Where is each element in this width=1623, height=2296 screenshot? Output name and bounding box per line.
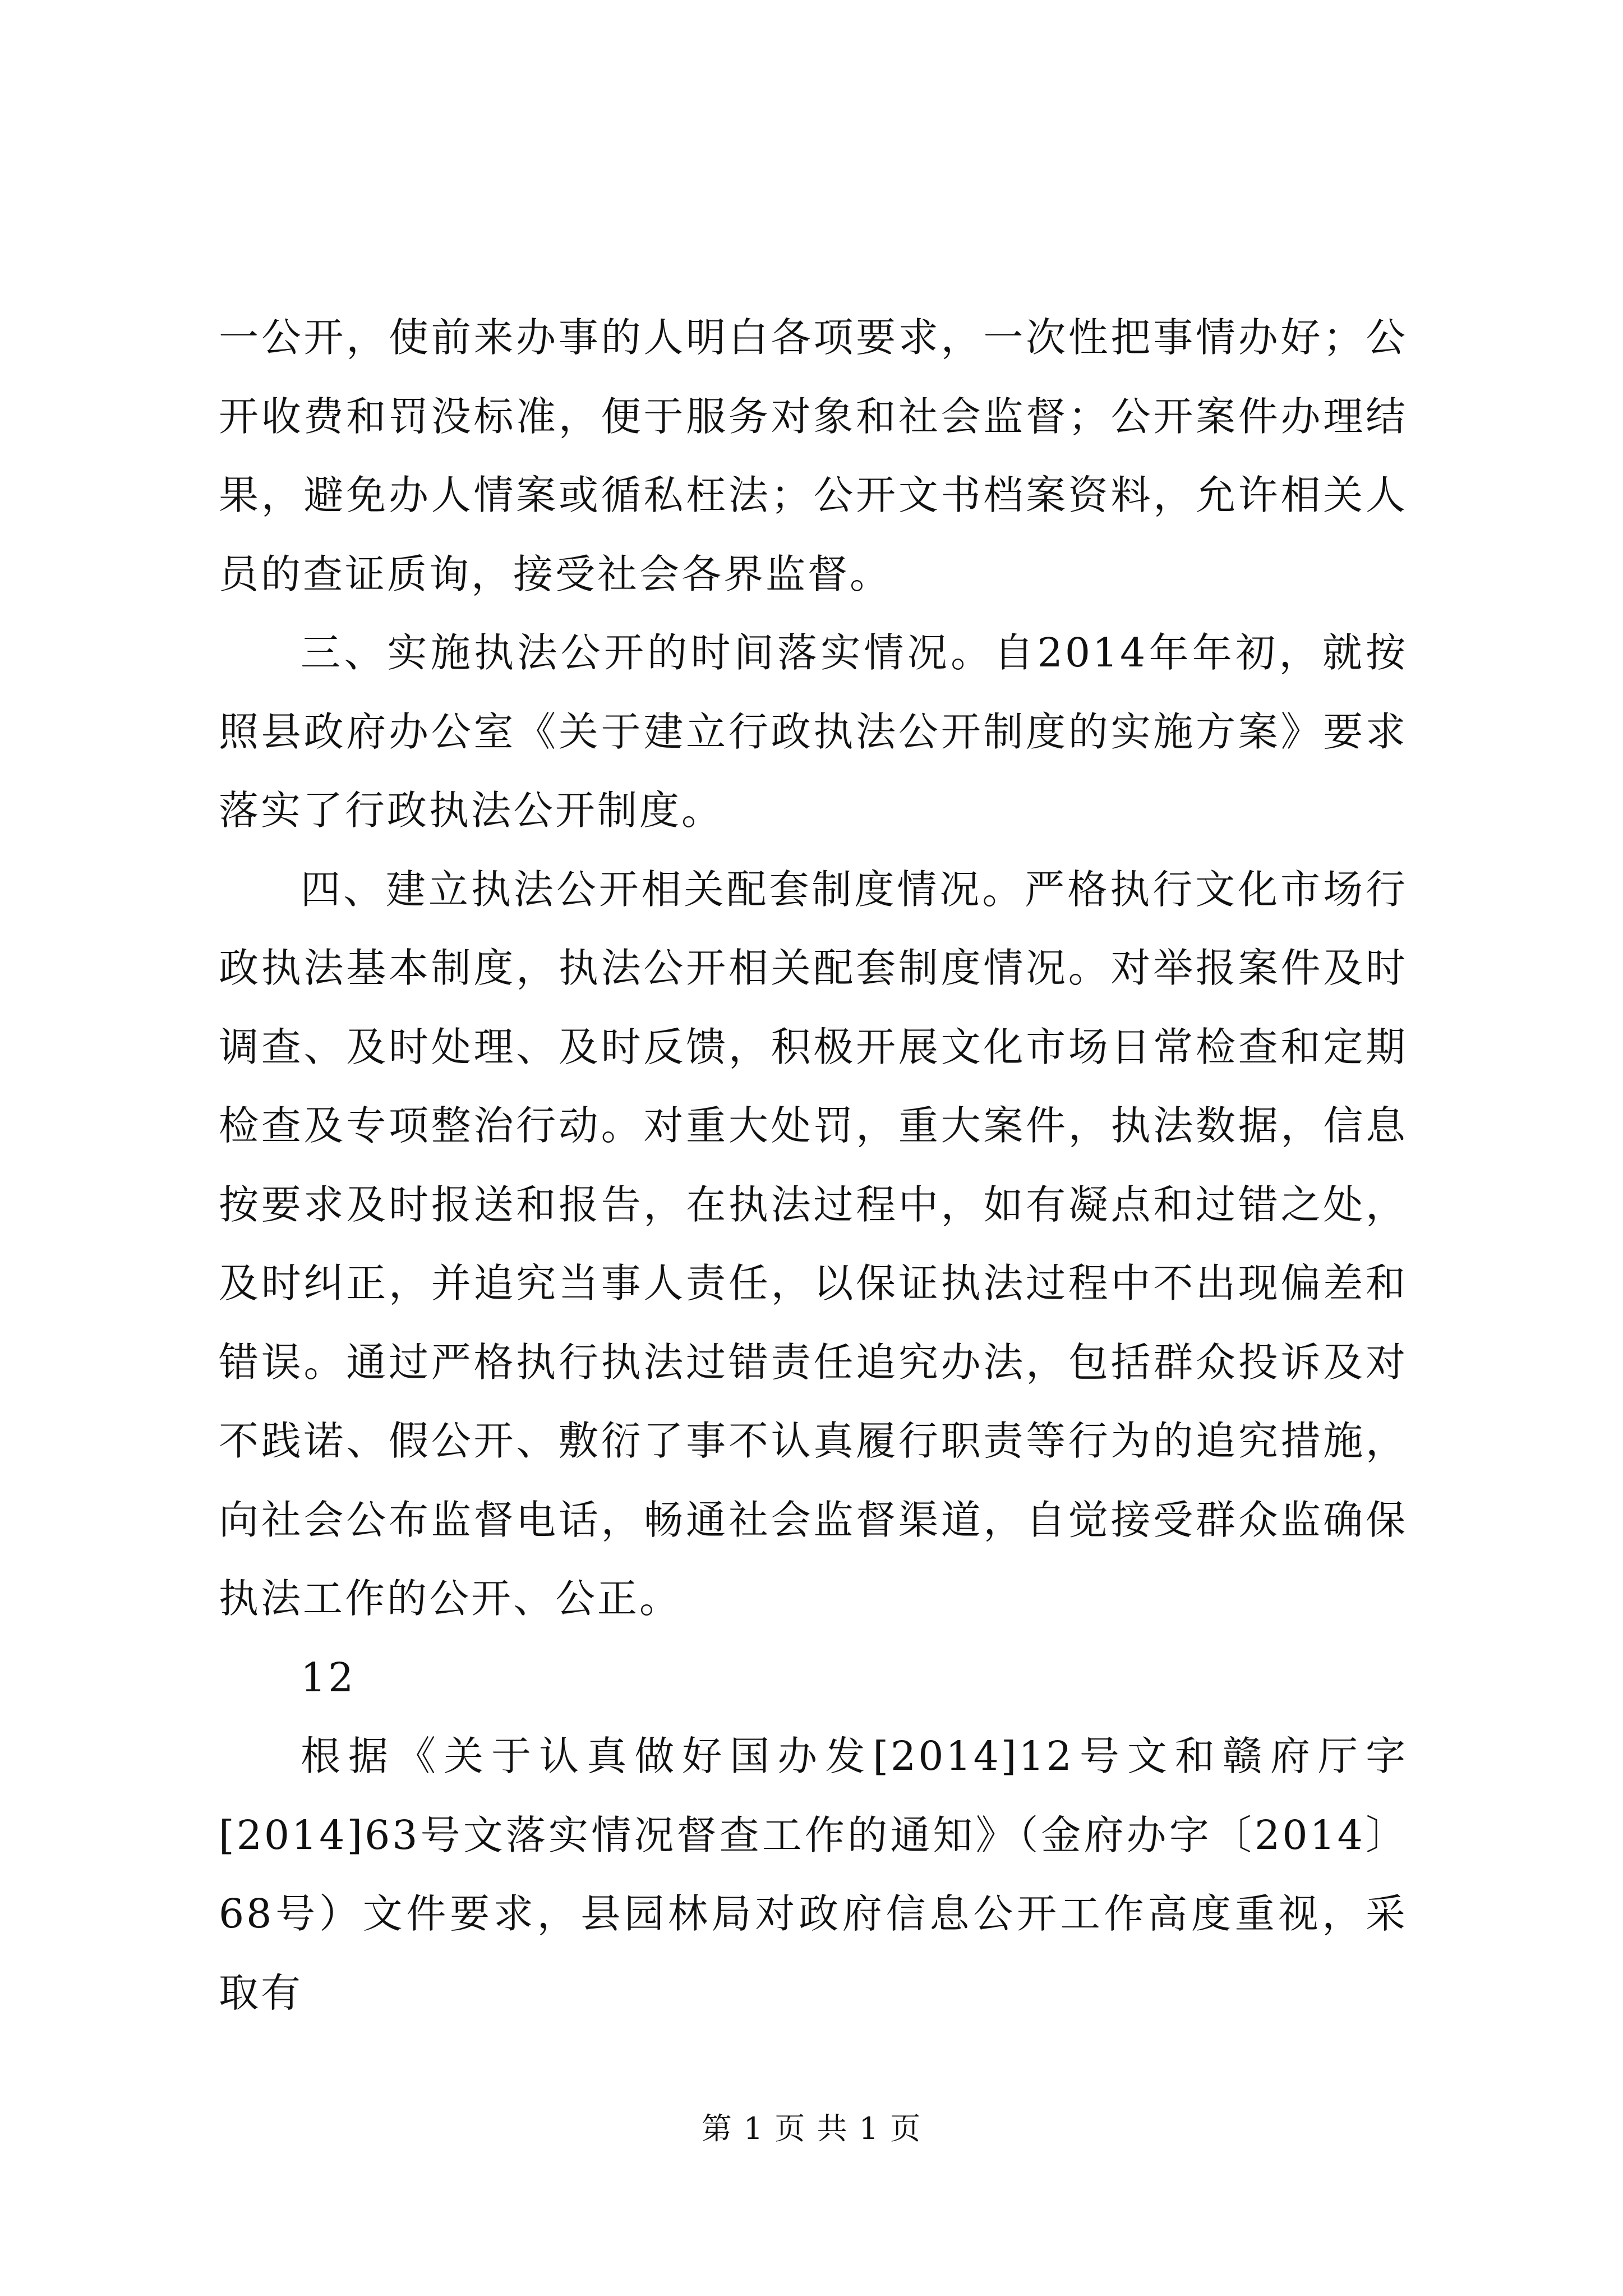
document-body	[219, 298, 1408, 2032]
paragraph-section-three: 三、实施执法公开的时间落实情况。自2014年年初，就按照县政府办公室《关于建立行政执法公开制度的实施方案》要求落实了行政执法公开制度。	[219, 629, 1408, 834]
page-footer: 第 1 页 共 1 页	[701, 2111, 922, 2146]
paragraph-number-12: 12	[301, 1654, 356, 1701]
paragraph-section-four: 四、建立执法公开相关配套制度情况。严格执行文化市场行政执法基本制度，执法公开相关配套制度情况。对举报案件及时调查、及时处理、及时反馈，积极开展文化市场日常检查和定期检查及专项整治行动。对重大处罚，重大案件，执法数据，信息按要求及时报送和报告，在执法过程中，如有凝点和过错之处，及时纠正，并追究当事人责任，以保证执法过程中不出现偏差和错误。通过严格执行执法过错责任追究办法，包括群众投诉及对不践诺、假公开、敷衍了事不认真履行职责等行为的追究措施，向社会公布监督电话，畅通社会监督渠道，自觉接受群众监确保执法工作的公开、公正。	[219, 866, 1408, 1622]
paragraph-disclosure-continued: 一公开，使前来办事的人明白各项要求，一次性把事情办好；公开收费和罚没标准，便于服务对象和社会监督；公开案件办理结果，避免办人情案或循私枉法；公开文书档案资料，允许相关人员的查证质询，接受社会各界监督。	[219, 314, 1408, 597]
paragraph-notice-reference: 根据《关于认真做好国办发[2014]12号文和赣府厅字[2014]63号文落实情况督查工作的通知》（金府办字〔2014〕68号）文件要求，县园林局对政府信息公开工作高度重视，采取有	[219, 1733, 1408, 2016]
